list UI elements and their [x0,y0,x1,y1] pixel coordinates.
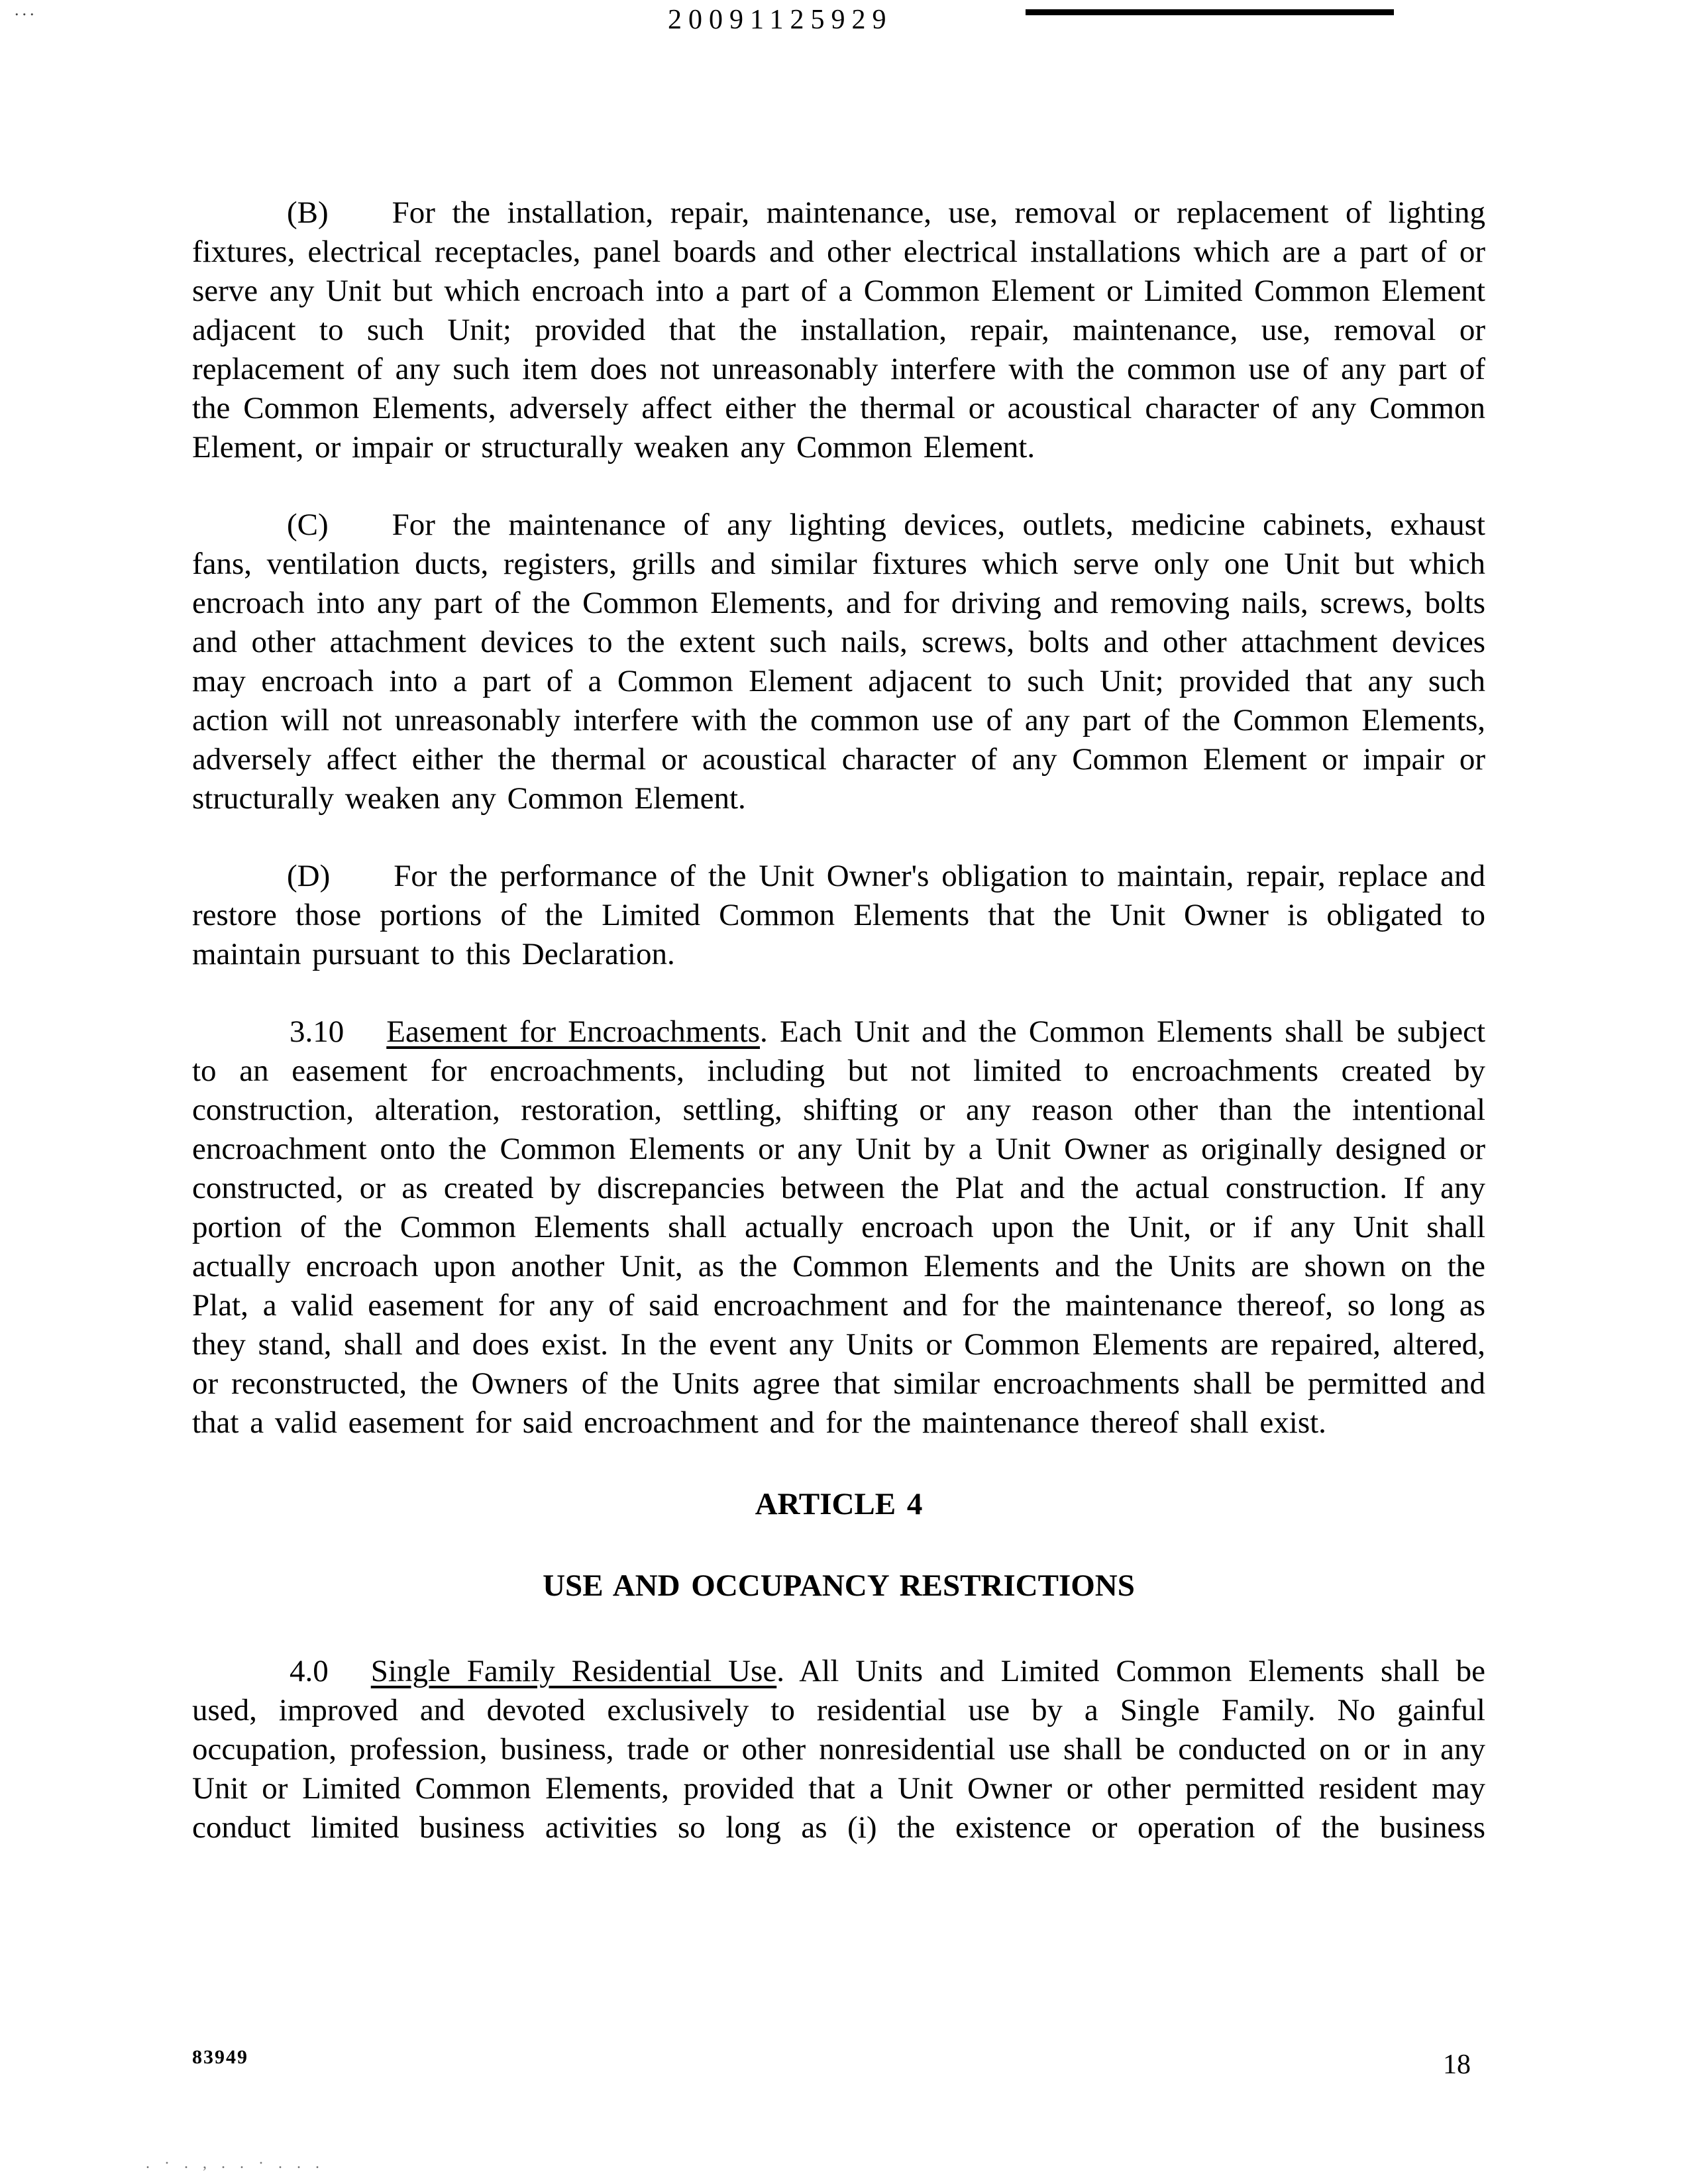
section-3-10-text: . Each Unit and the Common Elements shall be subject to an easement for encroachments, including but not limited to encroachments created by construction, alteration, restoration, settling, shifting or any reason other than the intentional encroachment onto the Common Elements or any Unit by a Unit Owner as originally designed or constructed, or as created by discrepancies between the Plat and the actual construction. If any portion of the Common Elements shall actually encroach upon the Unit, or if any Unit shall actually encroach upon another Unit, as the Common Elements and the Units are shown on the Plat, a valid easement for any of said encroachment and for the maintenance thereof, so long as they stand, shall and does exist. In the event any Units or Common Elements are repaired, altered, or reconstructed, the Owners of the Units agree that similar encroachments shall be permitted and that a valid easement for said encroachment and for the maintenance thereof shall exist. [192,1014,1486,1440]
paragraph-c [192,506,1485,818]
paragraph-b [192,193,1485,467]
redaction-line [1026,9,1394,15]
section-3-10 [192,1012,1485,1443]
article-4-subtitle: USE AND OCCUPANCY RESTRICTIONS [543,1568,1135,1603]
article-4-title: ARTICLE 4 [755,1487,923,1521]
scan-artifact-bottom-left: . · . , . . · . . . [146,2155,325,2172]
section-4-0-heading: Single Family Residential Use [370,1654,777,1688]
scan-artifact-top-left: ... [15,0,38,19]
section-4-0-text: . All Units and Limited Common Elements shall be used, improved and devoted exclusively to residential use by a Single Family. No gainful occupation, profession, business, trade or other nonresidential use shall be conducted on or in any Unit or Limited Common Elements, provided that a Unit Owner or other permitted resident may conduct limited business activities so long as (i) the existence or operation of the business [192,1654,1485,1845]
section-3-10-number: 3.10 [290,1014,344,1049]
page-number: 18 [1443,2049,1471,2080]
paragraph-d [192,857,1485,974]
paragraph-d-text: For the performance of the Unit Owner's obligation to maintain, repair, replace and restore those portions of the Limited Common Elements that the Unit Owner is obligated to maintain pursuant to this Declaration. [192,859,1485,971]
section-4-0-number: 4.0 [290,1654,329,1688]
section-3-10-heading: Easement for Encroachments [386,1014,760,1049]
section-4-0 [192,1652,1485,1847]
recording-number: 20091125929 [668,5,893,35]
footer-doc-code: 83949 [192,2046,248,2068]
paragraph-c-text: For the maintenance of any lighting devices, outlets, medicine cabinets, exhaust fans, ventilation ducts, registers, grills and similar fixtures which serve only one Unit but which encroach into any part of the Common Elements, and for driving and removing nails, screws, bolts and other attachment devices to the extent such nails, screws, bolts and other attachment devices may encroach into a part of a Common Element adjacent to such Unit; provided that any such action will not unreasonably interfere with the common use of any part of the Common Elements, adversely affect either the thermal or acoustical character of any Common Element or impair or structurally weaken any Common Element. [192,508,1485,816]
paragraph-c-label: (C) [287,508,329,542]
paragraph-b-label: (B) [287,195,329,230]
paragraph-b-text: For the installation, repair, maintenance, use, removal or replacement of lighting fixtures, electrical receptacles, panel boards and other electrical installations which are a part of or serve any Unit but which encroach into a part of a Common Element or Limited Common Element adjacent to such Unit; provided that the installation, repair, maintenance, use, removal or replacement of any such item does not unreasonably interfere with the common use of any part of the Common Elements, adversely affect either the thermal or acoustical character of any Common Element, or impair or structurally weaken any Common Element. [192,195,1485,464]
document-body [192,193,1485,1886]
paragraph-d-label: (D) [287,859,331,893]
